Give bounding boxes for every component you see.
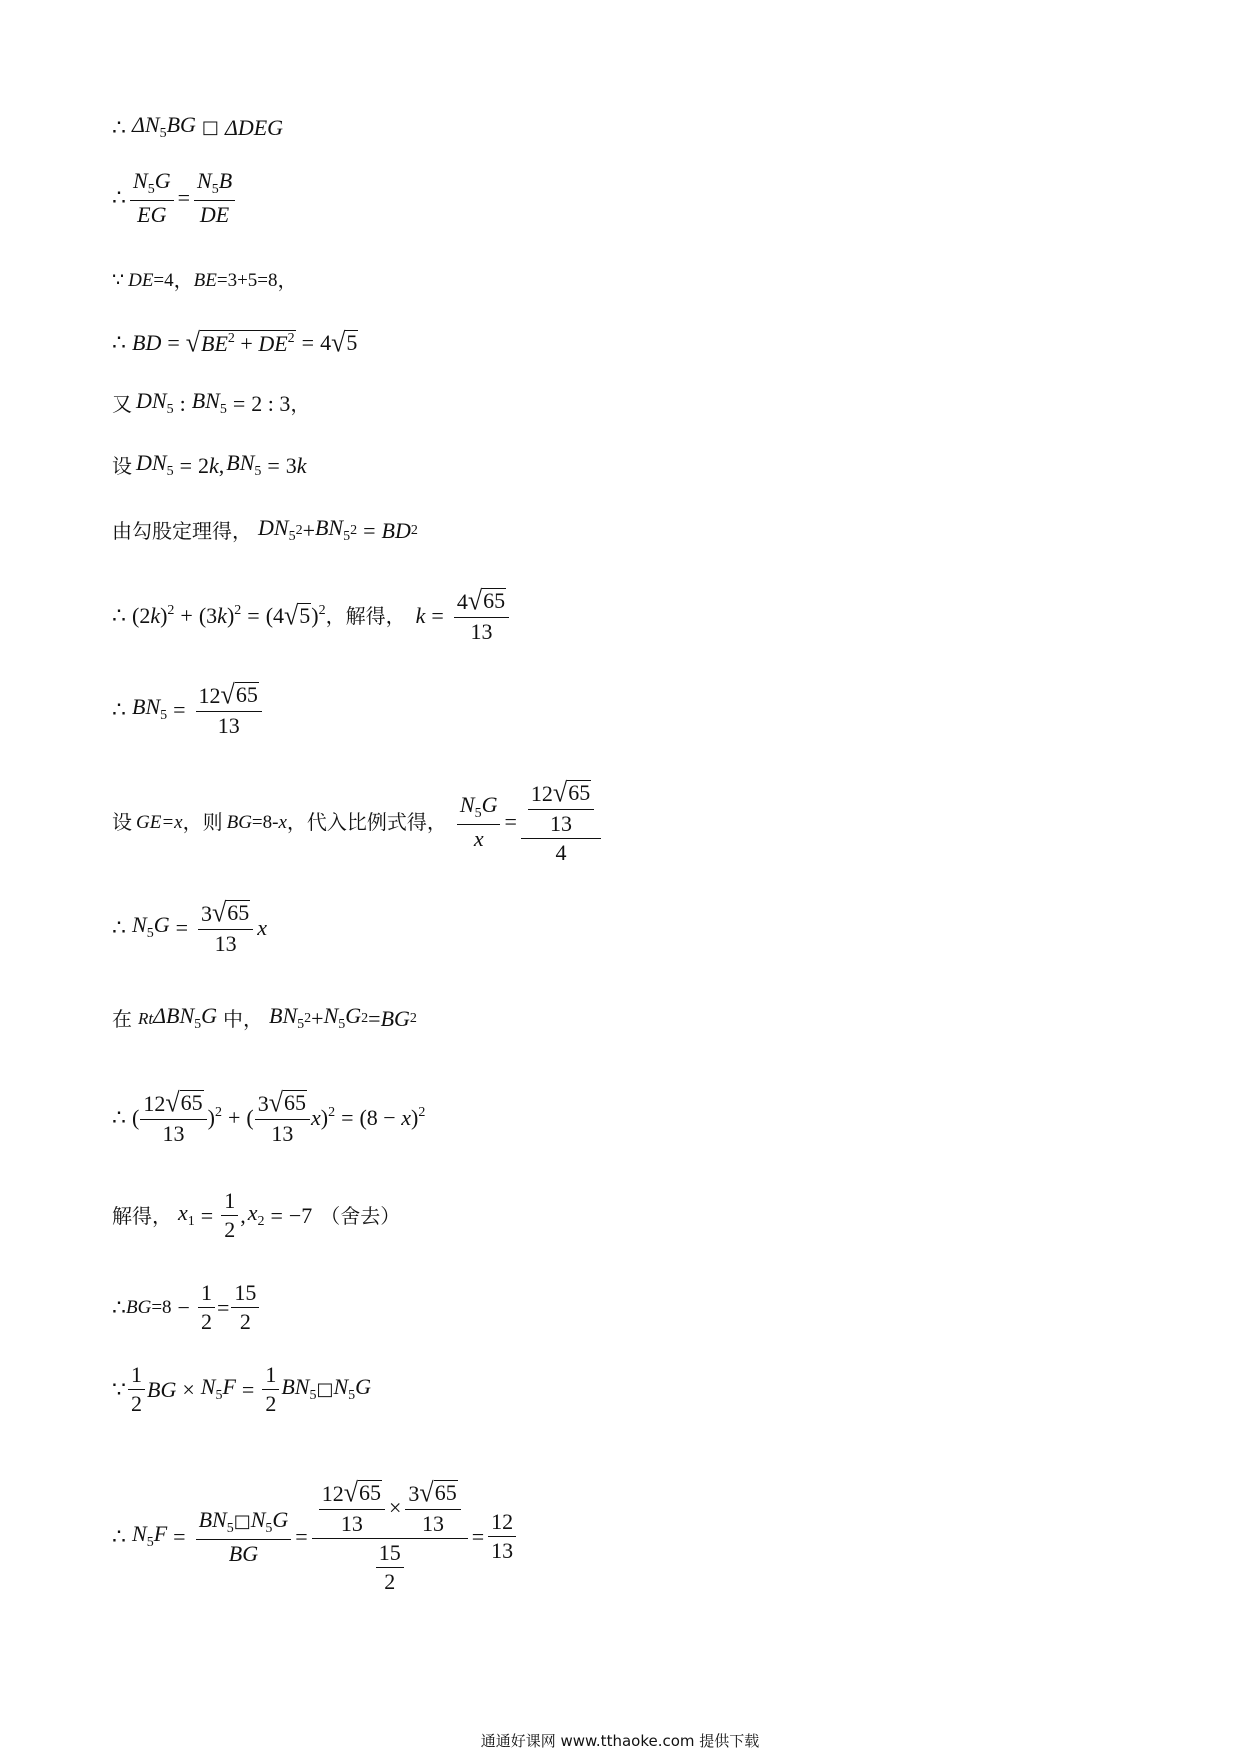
page-footer: 通通好课网 www.tthaoke.com 提供下载 [480,1732,760,1750]
fraction: $\frac{1}{2}$ [262,1364,279,1415]
fraction: $\frac{12}{13}$ [488,1511,516,1562]
let-label: 设 [112,453,132,478]
therefore-symbol: ∴ [112,1294,126,1320]
line-14: 解得， $x_1$ = $\frac{1}{2}$ , $x_2$ = −7 （舍去） [112,1188,401,1242]
fraction: $\frac{15}{2}$ [231,1282,259,1333]
therefore-symbol: ∴ [112,696,126,722]
in-label: 在 [112,1006,132,1031]
fraction: 12 √ 65 13 × 3 √ 65 13 $\frac{15}{2}$ [312,1480,468,1593]
therefore-symbol: ∴ [112,330,126,355]
line-7: 由勾股定理得， $DN_5$ 2 + $BN_5$ 2 = BD 2 [112,515,418,544]
line-text-index: ΔN5BG ∽ ΔDEG∴ N5G / EG = N5B / DE∴ DE=4，BE=3+5=8，∵ BD = √(BE² + DE²) = 4√5∴ DN5 : BN5 = 2 : 3 ，又 DN5 = 2k, BN5 = 3k设 DN5² + BN5² = BD²由勾股定理得， (2k)² + (3k)² = (4√5)²，解得，k = 4√65/13∴ BN5 = 12√65/13∴ GE=x，则 BG=8-x，代入比例式得，N5G/x = (12√65/13)/4设 N5G = 3√65/13 x∴ RtΔBN5G 中，BN5² + N5G² = BG²在 (12√65/13)² + (3√65/13 x)² = (8 − x)²∴ x1 = 1/2, x2 = −7（舍去）解得， BG = 8 − 1/2 = 15/2∴ 1/2 BG × N5F = 1/2 BN5·N5G∵ N5F = BN5·N5G / BG = (12√65/13 × 3√65/13)/(15/2) = 12/13∴ l1l2l3 l4l5l6 l7l8l9 l10l11l12 l13l14l15 l16l17 [112,1600,360,1601]
solve-label: 解得， [112,1203,172,1228]
fraction: $\frac{N_5G}{x}$ [457,794,501,850]
therefore-symbol: ∴ [112,1523,126,1549]
line-1: ∴ $\Delta N_5BG$ □ ΔDEG [112,112,284,141]
fraction: 12 √ 65 13 [196,682,262,737]
line-4: ∴ BD = √ $BE^2 + DE^2$ = 4 √ 5 [112,327,358,358]
pythag-label: 由勾股定理得， [112,518,252,543]
fraction: 3 √ 65 13 [255,1090,310,1145]
line-9: ∴ $BN_5$ = 12 √ 65 13 [112,682,266,737]
fraction: $\frac{1}{2}$ [221,1190,238,1241]
therefore-symbol: ∴ [112,1104,126,1130]
because-symbol: ∵ [112,269,125,291]
line-17: ∴ $N_5F$ = $\frac{BN_5□N_5G}{BG}$ = 12 √ 65 13 × 3 √ 65 13 $\frac{15}{2}$ = $\frac{12}{13}$ [112,1480,520,1593]
fraction: $\frac{BN_5□N_5G}{BG}$ [196,1509,292,1565]
line-15: ∴ BG =8 − $\frac{1}{2}$ = $\frac{15}{2}$ [112,1282,261,1333]
fraction: $\frac{N_5G}{EG}$ [130,170,174,226]
line-10: 设 GE=x ，则 BG =8- x ，代入比例式得， $\frac{N_5G}{x}$ = 12 √ 65 13 4 [112,780,605,864]
line-11: ∴ $N_5G$ = 3 √ 65 13 x [112,897,268,956]
fraction: 12 √ 65 13 [140,1090,206,1145]
fraction: $\frac{1}{2}$ [128,1364,145,1415]
fraction: $\frac{1}{2}$ [198,1282,215,1333]
line-12: 在 Rt $\Delta BN_5G$ 中， $BN_5$ 2 + $N_5G$ 2 = BG 2 [112,1003,417,1032]
line-8: ∴ $(2k)^2$ + $(3k)^2$ = (4 √ 5 )$^2$ ，解得， k = 4 √ 65 13 [112,588,513,643]
therefore-symbol: ∴ [112,914,126,940]
fraction: 3 √ 65 13 [198,900,253,955]
line-16: ∵ $\frac{1}{2}$ BG × $N_5F$ = $\frac{1}{2}$ $BN_5$ □ $N_5G$ [112,1362,372,1416]
fraction: $\frac{N_5B}{DE}$ [194,170,235,226]
because-symbol: ∵ [112,1376,126,1402]
line-6: 设 $DN_5$ = 2k, $BN_5$ = 3k [112,450,307,479]
therefore-symbol: ∴ [112,602,126,628]
line-13: ∴ ( 12 √ 65 13 )$^2$ + ( 3 √ 65 13 x )$^2$ = $(8 - x)^2$ [112,1087,426,1146]
let-label: 设 [112,810,132,834]
line-5: 又 $DN_5$ : $BN_5$ = 2 : 3 ， [112,388,311,417]
fraction: 4 √ 65 13 [454,588,509,643]
line-2: ∴ $\frac{N_5G}{EG}$ = $\frac{N_5B}{DE}$ [112,170,239,226]
line-3: ∵ DE =4 ， BE =3+5=8 ， [112,268,298,292]
therefore-symbol: ∴ [112,185,126,210]
again-label: 又 [112,391,132,416]
fraction: 12 √ 65 13 4 [521,780,601,864]
therefore-symbol: ∴ [112,114,126,140]
